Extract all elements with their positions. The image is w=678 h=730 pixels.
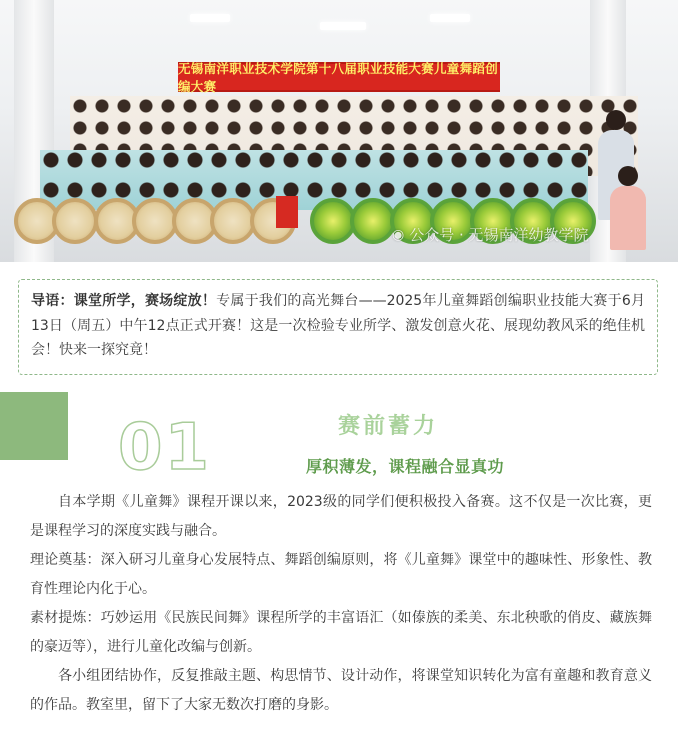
red-award-card [276, 196, 298, 228]
paragraph: 理论奠基：深入研习儿童身心发展特点、舞蹈创编原则，将《儿童舞》课堂中的趣味性、形象性、教育性理论内化于心。 [30, 552, 652, 597]
section-accent-block [0, 392, 68, 460]
watermark [392, 224, 589, 245]
teacher-head [606, 110, 626, 130]
section-number: 01 [118, 411, 212, 485]
paragraph: 各小组团结协作，反复推敲主题、构思情节、设计动作，将课堂知识转化为富有童趣和教育意义的作品。教室里，留下了大家无数次打磨的身影。 [30, 668, 652, 713]
section-subtitle: 厚积薄发，课程融合显真功 [306, 457, 505, 476]
intro-text: 专属于我们的高光舞台——2025年儿童舞蹈创编职业技能大赛于6月13日（周五）中午12点正式开赛！这是一次检验专业所学、激发创意火花、展现幼教风采的绝佳机会！快来一探究竟！ [31, 293, 645, 358]
red-banner: 无锡南洋职业技术学院第十八届职业技能大赛儿童舞蹈创编大赛 [178, 61, 499, 94]
bamboo-fan [52, 198, 98, 244]
watermark-text: 公众号 · 无锡南洋幼教学院 [409, 226, 589, 244]
ceiling-light [430, 14, 470, 22]
section-title: 赛前蓄力 [338, 414, 439, 439]
paragraph: 自本学期《儿童舞》课程开课以来，2023级的同学们便积极投入备赛。这不仅是一次比赛，更是课程学习的深度实践与融合。 [30, 494, 652, 539]
intro-box [18, 279, 658, 375]
student-head [618, 166, 638, 186]
article-body [30, 488, 652, 720]
paragraph: 素材提炼：巧妙运用《民族民间舞》课程所学的丰富语汇（如傣族的柔美、东北秧歌的俏皮、藏族舞的豪迈等），进行儿童化改编与创新。 [30, 610, 652, 655]
group-photo [0, 0, 678, 262]
ceiling-light [190, 14, 230, 22]
intro-lead: 导语：课堂所学，赛场绽放！ [31, 293, 217, 309]
ceiling-light [320, 22, 366, 30]
wechat-icon: ◉ [392, 226, 405, 243]
student-figure [610, 186, 646, 250]
